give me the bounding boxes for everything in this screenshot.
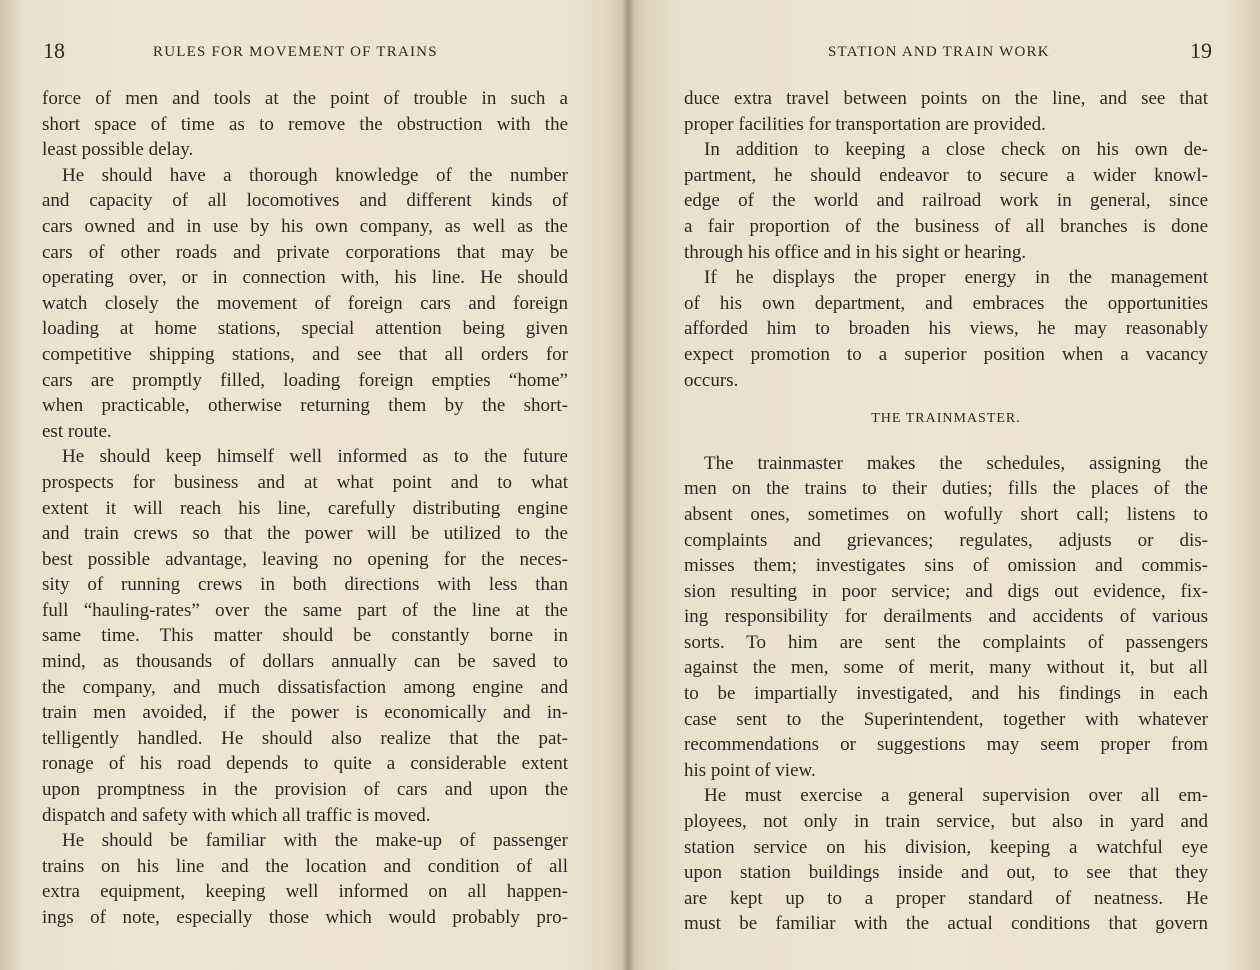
text-line: short space of time as to remove the obstruction with the xyxy=(42,113,568,135)
text-line: upon promptness in the provision of cars and upon the xyxy=(42,779,568,801)
text-line: through his office and in his sight or hearing. xyxy=(684,241,1027,263)
text-line: proper facilities for transportation are provided. xyxy=(684,113,1046,135)
text-block-after-heading xyxy=(684,451,1208,937)
text-line: cars owned and in use by his own company, as well as the xyxy=(42,215,568,237)
text-line: edge of the world and railroad work in general, since xyxy=(684,190,1208,212)
page-body-text xyxy=(684,86,1208,937)
text-line: He must exercise a general supervision over all em- xyxy=(704,785,1208,807)
text-line: In addition to keeping a close check on his own de- xyxy=(704,139,1208,161)
text-line: mind, as thousands of dollars annually can be saved to xyxy=(42,651,568,673)
page-number: 18 xyxy=(43,38,65,63)
page-number: 19 xyxy=(1190,38,1212,63)
text-line: are kept up to a proper standard of neatness. He xyxy=(684,887,1208,909)
text-line: est route. xyxy=(42,420,112,442)
text-line: sion resulting in poor service; and digs out evidence, fix- xyxy=(684,580,1208,602)
text-line: ing responsibility for derailments and accidents of various xyxy=(684,606,1208,628)
text-line: prospects for business and at what point and to what xyxy=(42,471,568,493)
text-line: station service on his division, keeping a watchful eye xyxy=(684,836,1208,858)
text-line: train men avoided, if the power is economically and in- xyxy=(42,702,568,724)
text-line: He should be familiar with the make-up of passenger xyxy=(62,830,568,852)
text-line: sity of running crews in both directions with less than xyxy=(42,574,568,596)
text-line: telligently handled. He should also realize that the pat- xyxy=(42,727,568,749)
text-line: cars are promptly filled, loading foreign empties “home” xyxy=(42,369,568,391)
text-line: sorts. To him are sent the complaints of passengers xyxy=(684,631,1208,653)
section-heading: THE TRAINMASTER. xyxy=(871,411,1021,427)
text-line: If he displays the proper energy in the management xyxy=(704,267,1208,289)
text-line: his point of view. xyxy=(684,759,816,781)
book-gutter xyxy=(622,0,634,970)
text-line: best possible advantage, leaving no opening for the neces- xyxy=(42,548,568,570)
text-line: recommendations or suggestions may seem proper from xyxy=(684,734,1208,756)
text-line: complaints and grievances; regulates, adjusts or dis- xyxy=(684,529,1208,551)
text-line: when practicable, otherwise returning them by the short- xyxy=(42,395,568,417)
text-line: and capacity of all locomotives and different kinds of xyxy=(42,190,568,212)
left-page xyxy=(0,0,628,970)
text-line: The trainmaster makes the schedules, assigning the xyxy=(704,452,1208,474)
text-line: cars of other roads and private corporations that may be xyxy=(42,241,568,263)
text-line: force of men and tools at the point of trouble in such a xyxy=(42,88,568,109)
text-line: He should keep himself well informed as to the future xyxy=(62,446,568,468)
text-line: men on the trains to their duties; fills the places of the xyxy=(684,478,1208,500)
text-line: case sent to the Superintendent, together with whatever xyxy=(684,708,1208,730)
text-line: and train crews so that the power will be utilized to the xyxy=(42,523,568,545)
text-line: a fair proportion of the business of all branches is done xyxy=(684,215,1208,237)
text-line: extent it will reach his line, carefully distributing engine xyxy=(42,497,568,519)
text-line: watch closely the movement of foreign cars and foreign xyxy=(42,292,568,314)
text-line: expect promotion to a superior position when a vacancy xyxy=(684,343,1208,365)
text-line: of his own department, and embraces the opportunities xyxy=(684,292,1208,314)
text-line: He should have a thorough knowledge of the number xyxy=(62,164,568,186)
text-line: ings of note, especially those which would probably pro- xyxy=(42,907,568,928)
text-line: loading at home stations, special attention being given xyxy=(42,318,568,340)
text-line: ployees, not only in train service, but also in yard and xyxy=(684,811,1208,833)
right-page xyxy=(628,0,1260,970)
text-line: trains on his line and the location and condition of all xyxy=(42,855,568,877)
text-line: full “hauling-rates” over the same part of the line at the xyxy=(42,599,568,621)
text-line: duce extra travel between points on the line, and see that xyxy=(684,88,1208,109)
text-line: occurs. xyxy=(684,369,739,391)
text-line: against the men, some of merit, many without it, but all xyxy=(684,657,1208,679)
text-line: the company, and much dissatisfaction among engine and xyxy=(42,676,568,698)
page-body-text xyxy=(42,86,568,931)
text-line: absent ones, sometimes on wofully short call; listens to xyxy=(684,503,1208,525)
text-block-before-heading xyxy=(684,86,1208,393)
text-line: competitive shipping stations, and see that all orders for xyxy=(42,343,568,365)
text-line: partment, he should endeavor to secure a wider knowl- xyxy=(684,164,1208,186)
running-head: STATION AND TRAIN WORK xyxy=(828,44,1050,60)
text-line: must be familiar with the actual conditions that govern xyxy=(684,913,1208,935)
text-line: upon station buildings inside and out, to see that they xyxy=(684,862,1208,884)
text-line: extra equipment, keeping well informed on all happen- xyxy=(42,881,568,903)
text-line: misses them; investigates sins of omission and commis- xyxy=(684,555,1208,577)
text-line: to be impartially investigated, and his findings in each xyxy=(684,683,1208,705)
text-line: ronage of his road depends to quite a considerable extent xyxy=(42,753,568,775)
text-line: afforded him to broaden his views, he may reasonably xyxy=(684,318,1208,340)
text-line: same time. This matter should be constantly borne in xyxy=(42,625,568,647)
running-head: RULES FOR MOVEMENT OF TRAINS xyxy=(153,44,438,60)
text-line: least possible delay. xyxy=(42,139,194,161)
text-line: operating over, or in connection with, his line. He should xyxy=(42,267,568,289)
text-line: dispatch and safety with which all traffic is moved. xyxy=(42,804,431,826)
